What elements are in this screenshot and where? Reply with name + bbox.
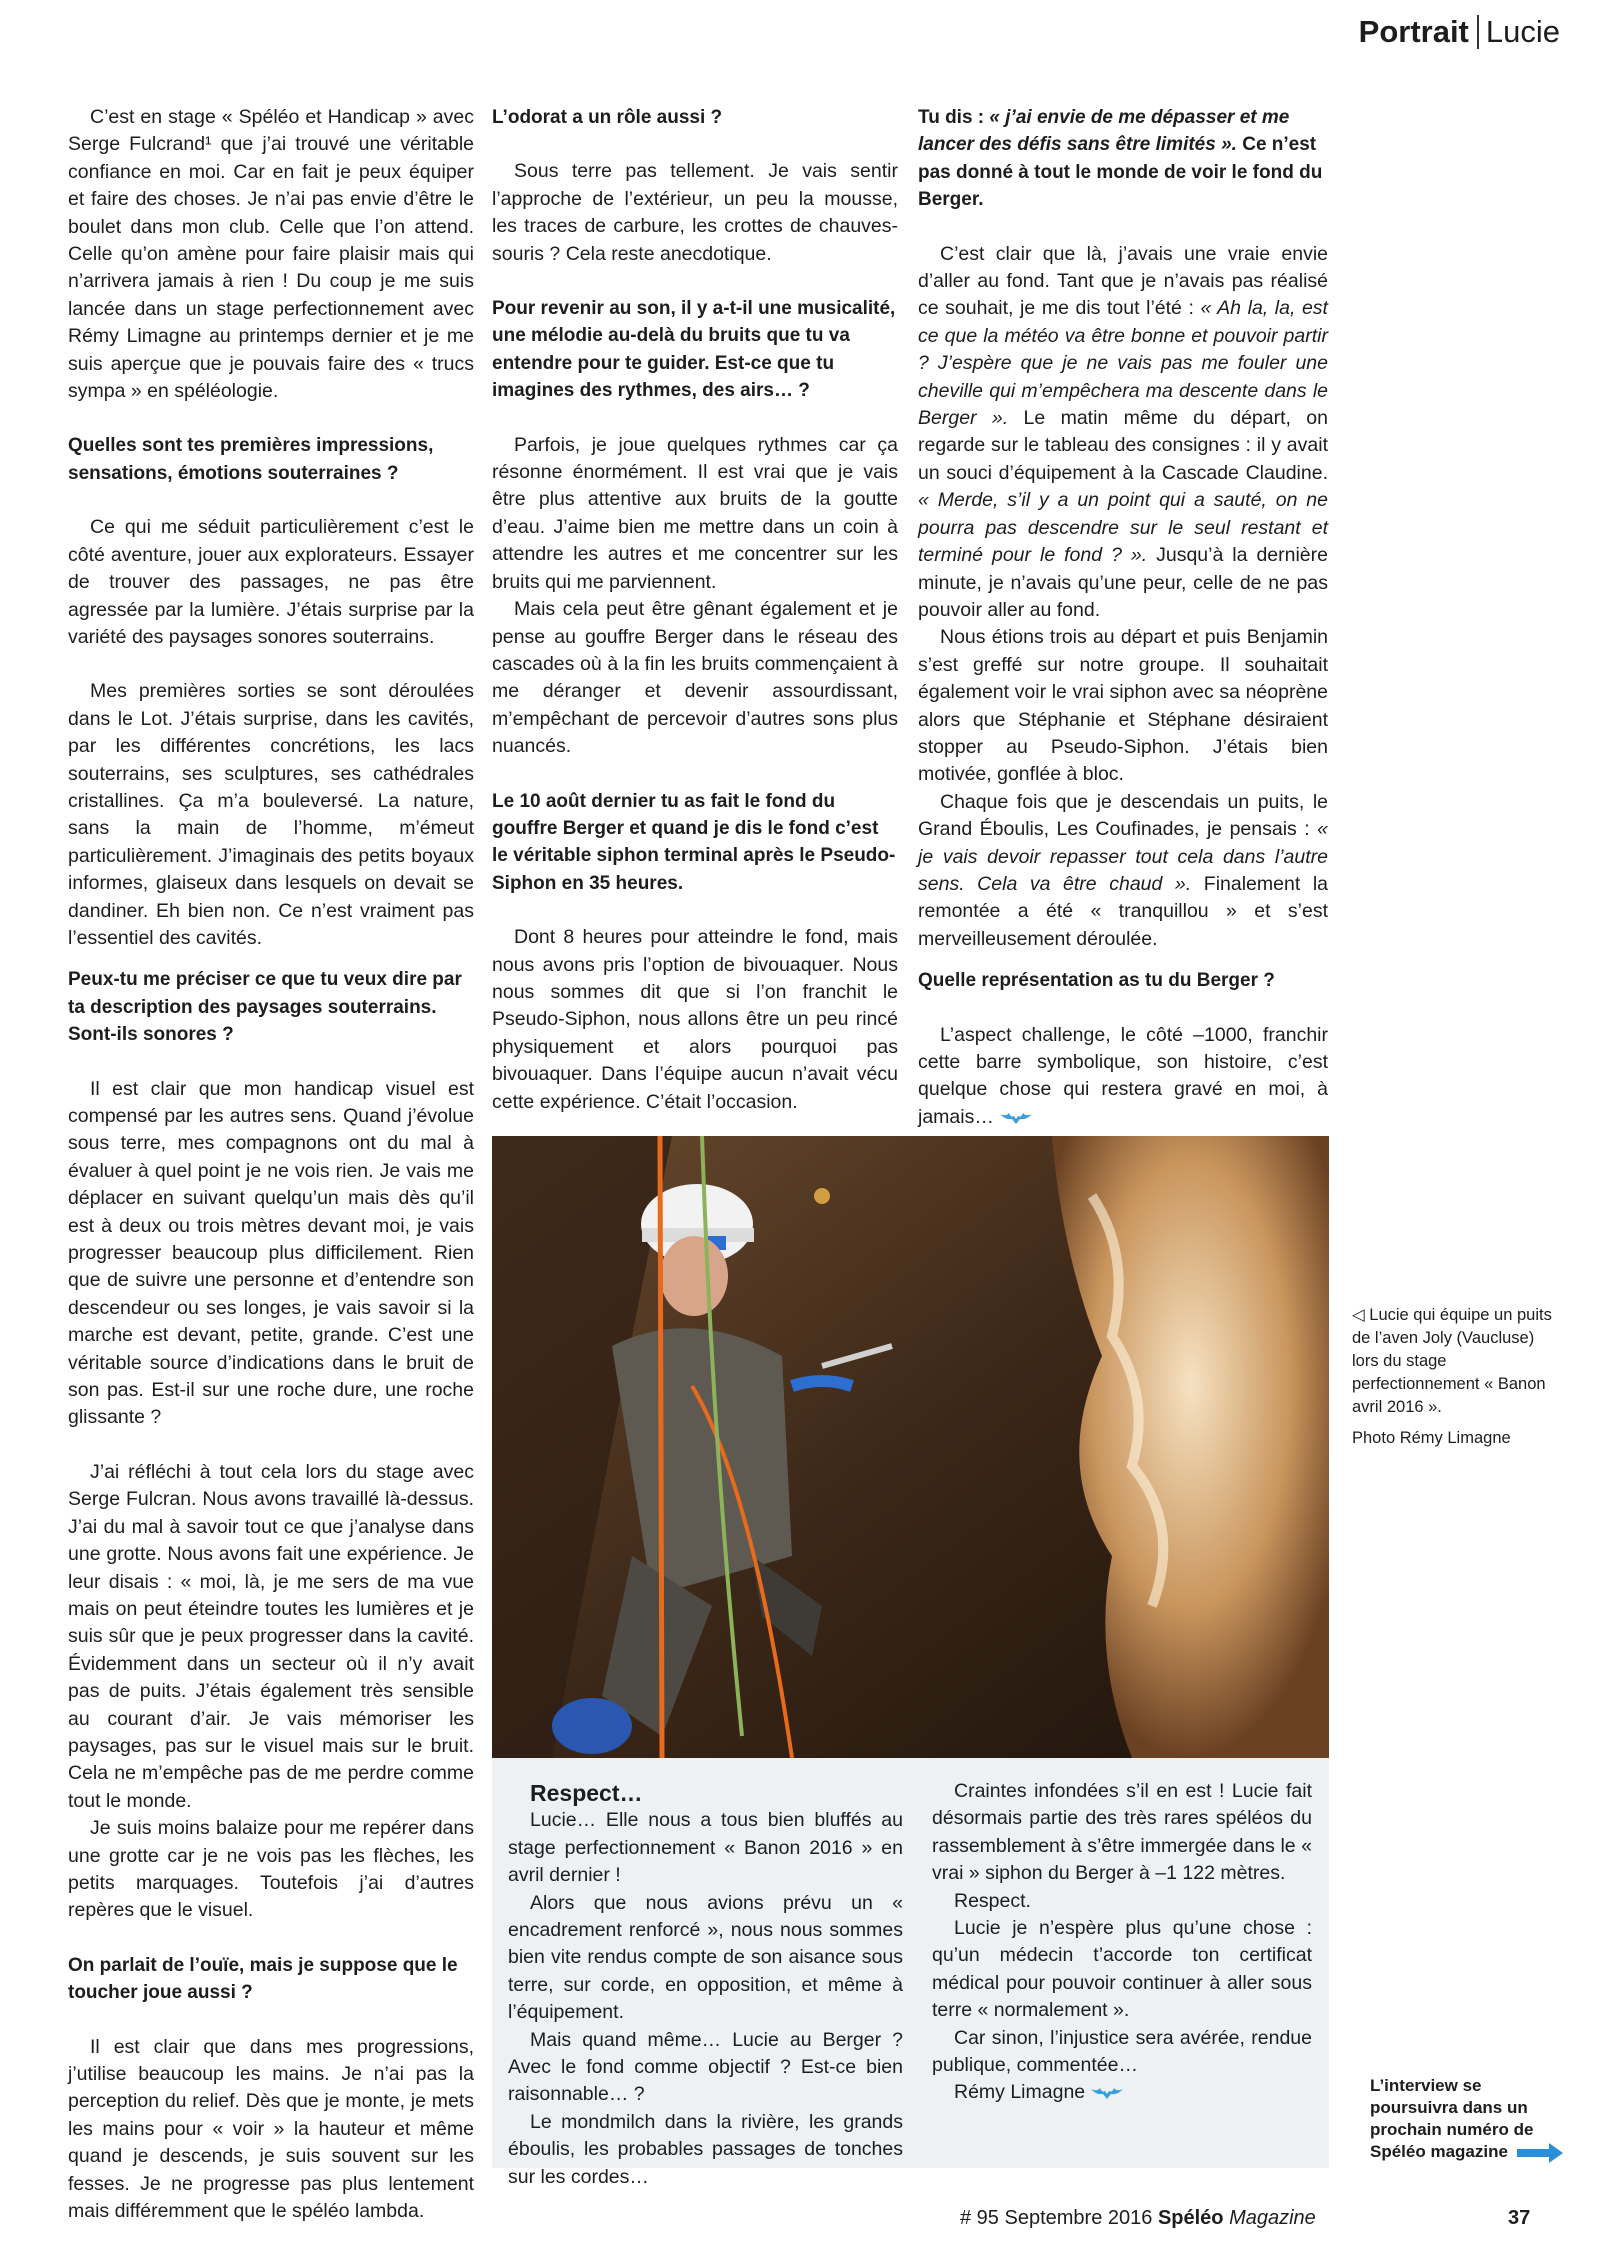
interview-question [918, 104, 1328, 214]
sidebar-column-2 [932, 1778, 1312, 2107]
sidebar-title: Respect… [530, 1780, 643, 1806]
paragraph [918, 1022, 1328, 1132]
paragraph: Alors que nous avions prévu un « encadrement renforcé », nous nous sommes bien vite rendus compte de son aisance sous terre, sur corde, en opposition, et même à l’équipement. [508, 1891, 903, 2024]
bat-icon [1091, 2086, 1123, 2100]
text-run: Chaque fois que je descendais un puits, le Grand Éboulis, Les Coufinades, je pensais : [918, 790, 1328, 841]
paragraph: Nous étions trois au départ et puis Benjamin s’est greffé sur notre groupe. Il souhaitait également voir le vrai siphon avec sa néoprène alors que Stéphanie et Stéphane désiraient stopper au Pseudo-Siphon. J’étais bien motivée, gonflée à bloc. [918, 626, 1328, 786]
page-footer [960, 2207, 1316, 2230]
bat-icon [1000, 1111, 1032, 1125]
signature [932, 2079, 1312, 2106]
paragraph: Il est clair que dans mes progressions, j’utilise beaucoup les mains. Je n’ai pas la perception du relief. Dès que je monte, je mets les mains pour « voir » la hauteur et même quand je descends, je suis souvent sur les fesses. Je ne progresse pas plus lentement mais différemment que le spéléo lambda. [68, 2035, 474, 2223]
signature-name: Rémy Limagne [954, 2081, 1086, 2104]
paragraph: Mais quand même… Lucie au Berger ? Avec le fond comme objectif ? Est-ce bien raisonnable… ? [508, 2028, 903, 2106]
text-run: Finalement la remontée a été « tranquillou » et s’est merveilleusement déroulée. [918, 872, 1328, 950]
paragraph: Ce qui me séduit particulièrement c’est le côté aventure, jouer aux explorateurs. Essayer de trouver des passages, ne pas être agressée par la lumière. J’étais surprise par la variété des paysages sonores souterrains. [68, 516, 474, 648]
paragraph: Mais cela peut être gênant également et je pense au gouffre Berger dans le réseau des cascades où à la fin les bruits commençaient à me déranger et devenir assourdissant, m’empêchant de percevoir d’autres sons plus nuancés. [492, 598, 898, 758]
paragraph: Le mondmilch dans la rivière, les grands éboulis, les probables passages de tonches sur les cordes… [508, 2110, 903, 2188]
paragraph [918, 789, 1328, 953]
interview-question: Peux-tu me préciser ce que tu veux dire par ta description des paysages souterrains. Sont-ils sonores ? [68, 969, 462, 1046]
article-column-2 [492, 104, 898, 1116]
text-run: Le matin même du départ, on regarde sur le tableau des consignes : il y avait un souci d’équipement à la Cascade Claudine. [918, 407, 1328, 484]
respect-sidebar-box [492, 1758, 1329, 2188]
paragraph: J’ai réfléchi à tout cela lors du stage avec Serge Fulcran. Nous avons travaillé là-dessus. J’ai du mal à savoir tout ce que j’analyse dans une grotte. Nous avons fait une expérience. Je leur disais : « moi, là, je me sers de ma vue mais on peut éteindre toutes les lumières et je suis sûr que je peux progresser dans la cavité. Évidemment dans un secteur où il n’y avait pas de puits. J’étais également très sensible au courant d’air. Je vais mémoriser les paysages, pas sur le visuel mais sur le bruit. Cela ne m’empêche pas de me perdre comme tout le monde. [68, 1460, 474, 1812]
caption-text: ◁ Lucie qui équipe un puits de l’aven Joly (Vaucluse) lors du stage perfectionnement « Banon avril 2016 ». [1352, 1306, 1552, 1416]
text-run: Jusqu’à la dernière minute, je n’avais qu’une peur, celle de ne pas pouvoir aller au fond. [918, 544, 1328, 621]
section-subject: Lucie [1485, 14, 1560, 49]
section-title: Portrait [1358, 14, 1469, 49]
paragraph: Sous terre pas tellement. Je vais sentir l’approche de l’extérieur, un peu la mousse, les traces de carbure, les crottes de chauves-souris ? Cela reste anecdotique. [492, 160, 898, 265]
paragraph: Lucie je n’espère plus qu’une chose : qu’un médecin t’accorde ton certificat médical pour pouvoir continuer à aller sous terre « normalement ». [932, 1917, 1312, 2022]
paragraph: Craintes infondées s’il en est ! Lucie fait désormais partie des très rares spéléos du rassemblement à s’être immergée dans le « vrai » siphon du Berger à –1 122 mètres. [932, 1780, 1312, 1885]
photo-credit: Photo Rémy Limagne [1352, 1429, 1511, 1447]
paragraph: Car sinon, l’injustice sera avérée, rendue publique, commentée… [932, 2026, 1312, 2077]
paragraph: Mes premières sorties se sont déroulées dans le Lot. J’étais surprise, dans les cavités, par les différentes concrétions, les lacs souterrains, ses sculptures, ses cathédrales cristallines. Ça m’a bouleversé. La nature, sans la main de l’homme, m’émeut particulièrement. J’imaginais des petits boyaux informes, glaiseux dans lesquels on devait se dandiner. Eh bien non. Ce n’est vraiment pas l’essentiel des cavités. [68, 680, 474, 949]
sidebar-column-1 [508, 1780, 903, 2191]
arrow-right-icon [1517, 2143, 1563, 2163]
paragraph: Respect. [954, 1889, 1031, 1912]
paragraph: Parfois, je joue quelques rythmes car ça résonne énormément. Il est vrai que je vais être plus attentive aux bruits de la goutte d’eau. J’aime bien me mettre dans un coin à attendre les autres et me concentrer sur les bruits qui me parviennent. [492, 433, 898, 593]
text-run: L’aspect challenge, le côté –1000, franchir cette barre symbolique, son histoire, c’est quelque chose qui restera gravé en moi, à jamais… [918, 1023, 1328, 1128]
cave-scene-illustration [492, 1136, 1329, 1758]
text-run: C’est clair que là, j’avais une vraie envie d’aller au fond. Tant que je n’avais pas réalisé ce souhait, je me dis tout l’été : [918, 242, 1328, 320]
paragraph [918, 241, 1328, 625]
paragraph: Je suis moins balaize pour me repérer dans une grotte car je ne vois pas les flèches, les petits marquages. Toutefois j’ai d’autres repères que le visuel. [68, 1817, 474, 1922]
page-number: 37 [1508, 2207, 1531, 2229]
magazine-name: Spéléo [1157, 2207, 1224, 2229]
interview-question: L’odorat a un rôle aussi ? [492, 107, 723, 128]
paragraph: Dont 8 heures pour atteindre le fond, mais nous avons pris l’option de bivouaquer. Nous nous sommes dit que si l’on franchit le Pseudo-Siphon, nous allons être un peu rincé physiquement et alors pourquoi pas bivouaquer. Dans l’équipe aucun n’avait vécu cette expérience. C’était l’occasion. [492, 926, 898, 1113]
quote-run: « Merde, s’il y a un point qui a sauté, on ne pourra pas descendre sur le seul restant et terminé pour le fond ? ». [918, 489, 1328, 567]
question-quote: « j’ai envie de me dépasser et me lancer des défis sans être limités ». [918, 107, 1290, 156]
page-header [1359, 14, 1560, 50]
header-divider [1477, 15, 1479, 49]
paragraph: Lucie… Elle nous a tous bien bluffés au stage perfectionnement « Banon 2016 » en avril dernier ! [508, 1809, 903, 1887]
interview-question: Pour revenir au son, il y a-t-il une musicalité, une mélodie au-delà du bruits que tu va entendre pour te guider. Est-ce que tu imagines des rythmes, des airs… ? [492, 298, 896, 402]
interview-question: On parlait de l’ouïe, mais je suppose que le toucher joue aussi ? [68, 1954, 458, 2004]
question-tail: Ce n’est pas donné à tout le monde de voir le fond du Berger. [918, 134, 1323, 211]
article-column-3 [918, 104, 1328, 1131]
quote-run: « je vais devoir repasser tout cela dans l’autre sens. Cela va être chaud ». [918, 818, 1328, 895]
issue-info: # 95 Septembre 2016 [960, 2207, 1153, 2229]
paragraph: C’est en stage « Spéléo et Handicap » avec Serge Fulcrand¹ que j’ai trouvé une véritable confiance en moi. Car en fait je peux équiper et faire des choses. Je n’ai pas envie d’être le boulet dans mon club. Celle que l’on attend. Celle qu’on amène pour faire plaisir mais qui n’arrivera jamais à rien ! Du coup je me suis lancée dans un stage perfectionnement avec Rémy Limagne au printemps dernier et je me suis aperçue que je pouvais faire des « trucs sympa » en spéléologie. [68, 106, 474, 403]
magazine-name-suffix: Magazine [1229, 2207, 1316, 2229]
continuation-note [1370, 2075, 1570, 2163]
interview-question: Quelles sont tes premières impressions, sensations, émotions souterraines ? [68, 435, 434, 484]
interview-question: Quelle représentation as tu du Berger ? [918, 970, 1275, 992]
photo-caption [1352, 1304, 1562, 1450]
article-column-1 [68, 104, 474, 2225]
interview-question: Le 10 août dernier tu as fait le fond du gouffre Berger et quand je dis le fond c’est le véritable siphon terminal après le Pseudo-Siphon en 35 heures. [492, 790, 896, 894]
caver-photo [492, 1136, 1329, 1758]
continuation-text: L’interview se poursuivra dans un prochain numéro de Spéléo magazine [1370, 2076, 1534, 2161]
question-lead: Tu dis : [918, 107, 990, 128]
quote-run: « Ah la, la, est ce que la météo va être bonne et pouvoir partir ? J’espère que je ne vais pas me fouler une cheville qui m’empêchera ma descente dans le Berger ». [918, 297, 1328, 430]
paragraph: Il est clair que mon handicap visuel est compensé par les autres sens. Quand j’évolue sous terre, mes compagnons ont du mal à évaluer à quel point je ne vois rien. Je vais me déplacer en suivant quelqu’un mais dès qu’il est à deux ou trois mètres devant moi, je vais progresser beaucoup plus difficilement. Rien que de suivre une personne et d’entendre son descendeur ou ses longes, je vais savoir si la marche est devant, petite, grande. C’est une véritable source d’indications dans le bruit de son pas. Est-il sur une roche dure, une roche glissante ? [68, 1077, 474, 1429]
